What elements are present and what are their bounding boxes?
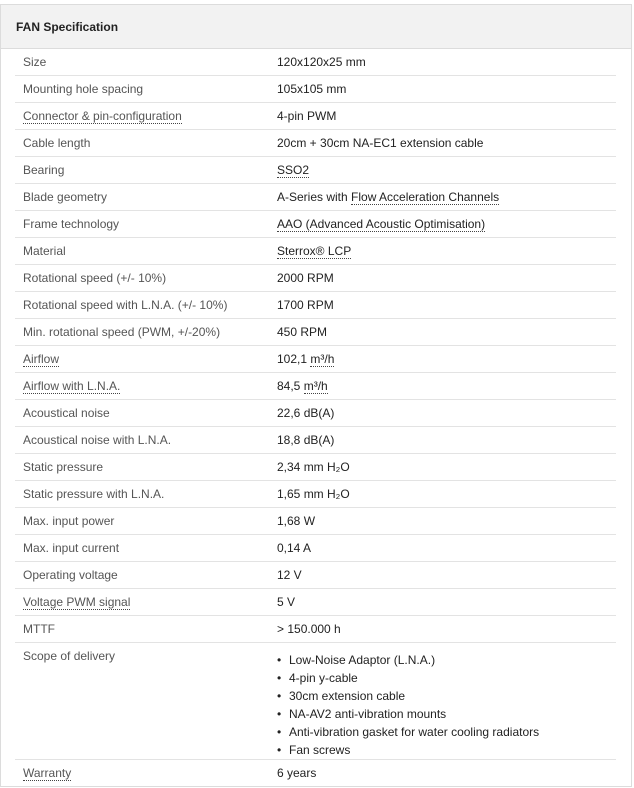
spec-value: 1,68 W: [277, 514, 316, 528]
spec-value: 120x120x25 mm: [277, 55, 366, 69]
spec-label: MTTF: [23, 622, 55, 636]
list-item: • Low-Noise Adaptor (L.N.A.): [277, 651, 616, 669]
list-item: • NA-AV2 anti-vibration mounts: [277, 705, 616, 723]
spec-row-mttf: [15, 616, 616, 643]
spec-row-material: [15, 238, 616, 265]
spec-row-speed: [15, 265, 616, 292]
spec-value: [277, 184, 616, 210]
spec-row-min-speed: [15, 319, 616, 346]
spec-row-pwm-voltage: [15, 589, 616, 616]
spec-value: 20cm + 30cm NA-EC1 extension cable: [277, 136, 484, 150]
airflow-lna-unit-link[interactable]: m³/h: [303, 379, 328, 393]
spec-value: 22,6 dB(A): [277, 406, 335, 420]
spec-value: 4-pin PWM: [277, 109, 337, 123]
spec-row-voltage: [15, 562, 616, 589]
spec-label: Rotational speed (+/- 10%): [23, 271, 167, 285]
spec-row-airflow: [15, 346, 616, 373]
spec-row-connector: [15, 103, 616, 130]
spec-value: 18,8 dB(A): [277, 433, 335, 447]
spec-value: 105x105 mm: [277, 82, 347, 96]
spec-value: 5 V: [277, 595, 296, 609]
spec-label: Scope of delivery: [23, 649, 116, 663]
spec-row-bearing: [15, 157, 616, 184]
airflow-lna-link[interactable]: Airflow with L.N.A.: [23, 379, 121, 393]
spec-value: [277, 157, 616, 183]
airflow-number: 102,1: [277, 352, 311, 366]
connector-link[interactable]: Connector & pin-configuration: [23, 109, 182, 123]
spec-value: [277, 373, 616, 399]
spec-label: Acoustical noise with L.N.A.: [23, 433, 172, 447]
spec-row-speed-lna: [15, 292, 616, 319]
spec-label: [15, 760, 277, 787]
flow-channels-link[interactable]: Flow Acceleration Channels: [351, 190, 500, 204]
spec-row-cable: [15, 130, 616, 157]
spec-label: [15, 373, 277, 399]
spec-label: Max. input power: [23, 514, 115, 528]
spec-row-mounting: [15, 76, 616, 103]
spec-label: [15, 346, 277, 372]
list-item: • Fan screws: [277, 741, 616, 759]
sterrox-link[interactable]: Sterrox® LCP: [277, 244, 352, 258]
spec-row-warranty: [15, 760, 616, 787]
spec-row-noise: [15, 400, 616, 427]
spec-value: [277, 238, 616, 264]
spec-value: 6 years: [277, 766, 317, 780]
spec-label: [15, 103, 277, 129]
spec-value: [277, 211, 616, 237]
spec-label: Static pressure with L.N.A.: [23, 487, 165, 501]
spec-label: Frame technology: [23, 217, 120, 231]
spec-label: Acoustical noise: [23, 406, 110, 420]
spec-label: Mounting hole spacing: [23, 82, 144, 96]
spec-table: [15, 49, 616, 787]
spec-label: Bearing: [23, 163, 65, 177]
spec-label: Rotational speed with L.N.A. (+/- 10%): [23, 298, 228, 312]
spec-value: [277, 643, 616, 759]
spec-value: 1700 RPM: [277, 298, 334, 312]
spec-row-power: [15, 508, 616, 535]
blade-prefix: A-Series with: [277, 190, 352, 204]
spec-row-airflow-lna: [15, 373, 616, 400]
spec-row-size: [15, 49, 616, 76]
spec-value: 12 V: [277, 568, 302, 582]
spec-label: Size: [23, 55, 47, 69]
spec-row-blade: [15, 184, 616, 211]
spec-row-delivery: [15, 643, 616, 760]
airflow-unit-link[interactable]: m³/h: [310, 352, 335, 366]
spec-label: Blade geometry: [23, 190, 108, 204]
bearing-link[interactable]: SSO2: [277, 163, 310, 177]
spec-label: Operating voltage: [23, 568, 118, 582]
spec-value: 2,34 mm H₂O: [277, 460, 350, 474]
spec-label: Min. rotational speed (PWM, +/-20%): [23, 325, 221, 339]
spec-label: Material: [23, 244, 66, 258]
warranty-link[interactable]: Warranty: [23, 766, 72, 780]
spec-row-pressure: [15, 454, 616, 481]
spec-label: [15, 589, 277, 615]
spec-label: Static pressure: [23, 460, 104, 474]
spec-label: Cable length: [23, 136, 91, 150]
spec-value: 0,14 A: [277, 541, 312, 555]
airflow-lna-number: 84,5: [277, 379, 304, 393]
pwm-signal-link[interactable]: Voltage PWM signal: [23, 595, 131, 609]
spec-row-frame: [15, 211, 616, 238]
panel-header: [1, 5, 631, 49]
spec-value: 1,65 mm H₂O: [277, 487, 350, 501]
list-item: • 30cm extension cable: [277, 687, 616, 705]
spec-row-noise-lna: [15, 427, 616, 454]
spec-label: Max. input current: [23, 541, 120, 555]
spec-value: [277, 346, 616, 372]
aao-link[interactable]: AAO (Advanced Acoustic Optimisation): [277, 217, 486, 231]
list-item: • Anti-vibration gasket for water cooling radiators: [277, 723, 616, 741]
panel-title: FAN Specification: [16, 19, 119, 34]
delivery-list: [277, 643, 616, 759]
spec-panel: [0, 4, 632, 787]
spec-value: 450 RPM: [277, 325, 328, 339]
spec-value: 2000 RPM: [277, 271, 334, 285]
spec-row-pressure-lna: [15, 481, 616, 508]
list-item: • 4-pin y-cable: [277, 669, 616, 687]
spec-value: > 150.000 h: [277, 622, 341, 636]
airflow-link[interactable]: Airflow: [23, 352, 60, 366]
spec-row-current: [15, 535, 616, 562]
